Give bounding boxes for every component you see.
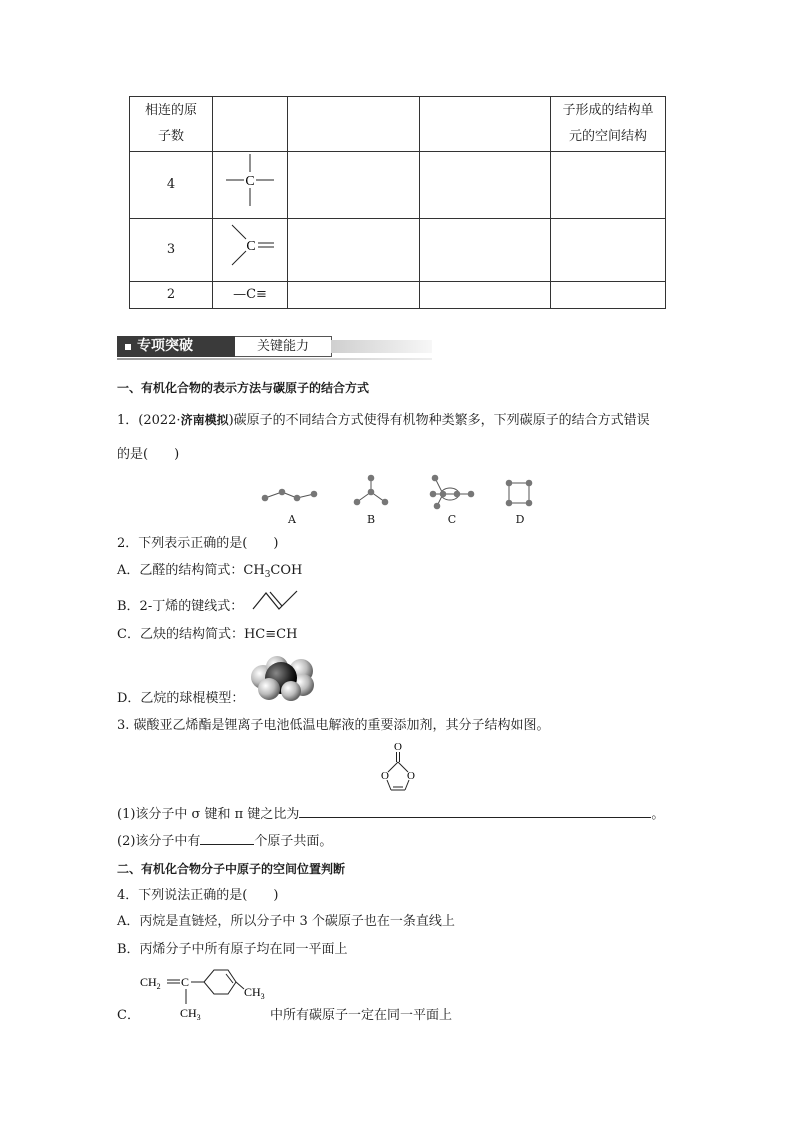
q3-part2: (2)该分子中有 个原子共面。 <box>117 834 333 849</box>
table-cell <box>420 282 551 309</box>
answer-blank[interactable] <box>200 832 254 845</box>
q3-part1: (1)该分子中 σ 键和 π 键之比为 。 <box>117 807 665 822</box>
table-cell-count: 2 <box>130 282 213 309</box>
q2-stem: 2．下列表示正确的是( ) <box>117 536 279 551</box>
section-banner <box>117 335 432 360</box>
option-c-label: C <box>447 513 457 526</box>
q4-stem: 4．下列说法正确的是( ) <box>117 888 279 903</box>
butene-skeletal-formula <box>251 587 301 611</box>
option-d-label: D <box>515 513 525 526</box>
limonene-structure <box>140 968 272 1024</box>
q4-option-a: A．丙烷是直链烃，所以分子中 3 个碳原子也在一条直线上 <box>117 914 455 929</box>
svg-text:CH3: $CH_3$ <box>180 1006 201 1022</box>
svg-text:CH2: $CH_2$ <box>140 975 161 991</box>
trigonal-carbon-icon <box>220 219 280 271</box>
banner-gradient <box>331 340 432 353</box>
option-a-label: A <box>288 513 296 526</box>
table-header-cell <box>213 97 288 152</box>
banner-subtitle: 关键能力 <box>235 336 332 357</box>
table-cell <box>551 152 666 219</box>
table-header-structure: 子形成的结构单 元的空间结构 <box>551 97 666 152</box>
table-cell-count: 3 <box>130 219 213 282</box>
table-cell <box>288 282 420 309</box>
q1-stem: 1．(2022·济南模拟)碳原子的不同结合方式使得有机物种类繁多，下列碳原子的结合方式错误 <box>117 413 650 428</box>
q3-stem: 3. 碳酸亚乙烯酯是锂离子电池低温电解液的重要添加剂，其分子结构如图。 <box>117 718 550 733</box>
q2-option-d: D．乙烷的球棍模型： <box>117 691 245 706</box>
tetrahedral-carbon-icon <box>220 152 280 208</box>
hybridization-table <box>129 96 666 309</box>
q1-stem-line2: 的是( ) <box>117 447 180 462</box>
table-header-atom-count: 相连的原 子数 <box>130 97 213 152</box>
q2-option-b: B．2-丁烯的键线式： <box>117 599 244 614</box>
svg-text:C: C <box>181 975 190 989</box>
q2-option-c: C．乙炔的结构简式：HC≡CH <box>117 627 298 642</box>
table-header-cell <box>420 97 551 152</box>
table-header-cell <box>288 97 420 152</box>
section2-heading: 二、有机化合物分子中原子的空间位置判断 <box>117 862 346 876</box>
svg-text:C: C <box>246 239 256 254</box>
table-cell-structure <box>213 152 288 219</box>
section1-heading: 一、有机化合物的表示方法与碳原子的结合方式 <box>117 381 370 395</box>
option-b-label: B <box>366 513 376 526</box>
square-bullet-icon <box>125 344 131 350</box>
table-cell-formula: —C≡ <box>213 282 288 309</box>
q4-option-c-label: C． <box>117 1008 140 1023</box>
q2-option-a: A．乙醛的结构简式：$CH_3COH$ <box>117 563 303 580</box>
table-cell <box>288 219 420 282</box>
table-cell <box>420 219 551 282</box>
ethane-model-image <box>247 655 319 701</box>
table-cell <box>551 219 666 282</box>
vinylene-carbonate-structure <box>376 738 420 794</box>
svg-text:O: O <box>381 770 389 782</box>
q4-option-b: B．丙烯分子中所有原子均在同一平面上 <box>117 942 348 957</box>
banner-title: 专项突破 <box>117 336 235 357</box>
table-cell-count: 4 <box>130 152 213 219</box>
option-b-figure <box>354 475 389 506</box>
q1-carbon-bonding-figures <box>255 470 545 516</box>
table-cell <box>288 152 420 219</box>
option-c-figure <box>430 475 475 510</box>
svg-text:C: C <box>245 174 255 189</box>
table-cell <box>551 282 666 309</box>
answer-blank[interactable] <box>299 805 651 818</box>
table-cell <box>420 152 551 219</box>
table-cell-structure <box>213 219 288 282</box>
option-a-figure <box>262 489 318 502</box>
option-d-figure <box>506 480 533 507</box>
banner-rule <box>117 358 432 360</box>
svg-text:O: O <box>407 770 415 782</box>
svg-text:O: O <box>394 741 402 753</box>
svg-text:CH3: $CH_3$ <box>244 985 265 1001</box>
q4-option-c-text: 中所有碳原子一定在同一平面上 <box>270 1008 453 1023</box>
